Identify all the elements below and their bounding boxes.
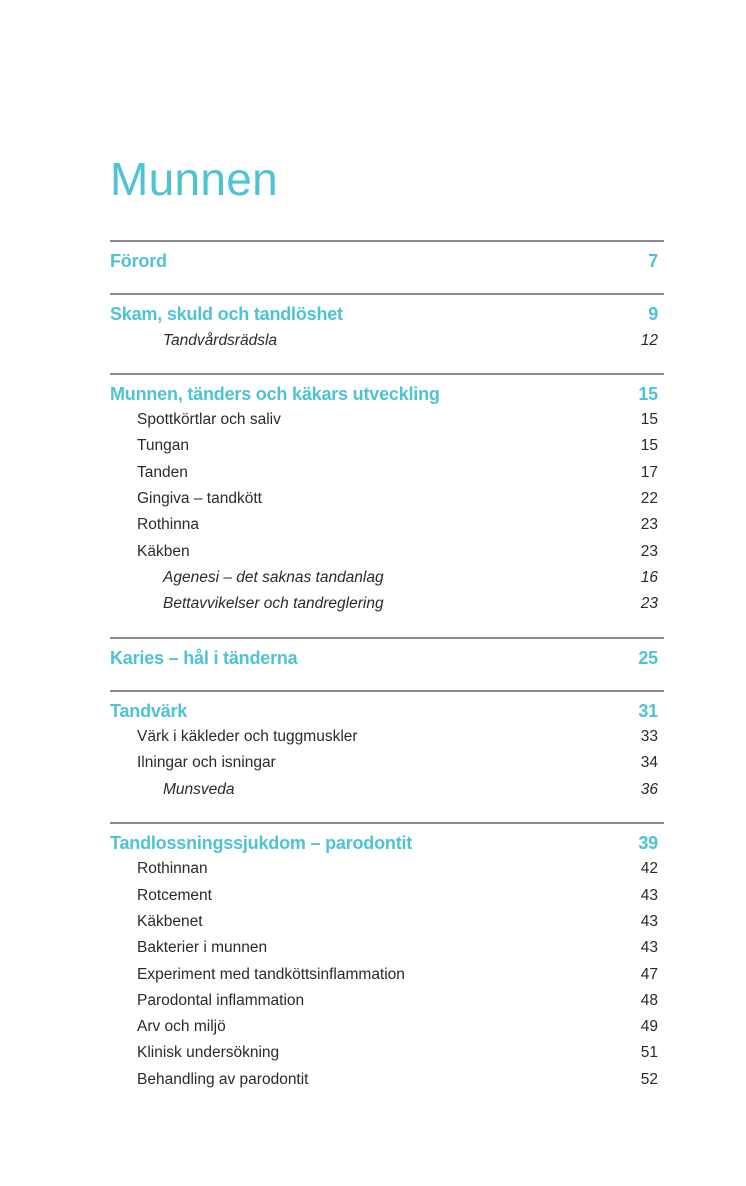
page-title: Munnen <box>110 152 279 205</box>
toc-entry-page-number: 36 <box>640 780 658 798</box>
toc-entry-page-number: 16 <box>640 568 658 586</box>
toc-section-entry[interactable] <box>110 909 664 935</box>
toc-entry-page-number: 15 <box>640 437 658 455</box>
toc-subsection-entry[interactable] <box>110 777 664 803</box>
toc-section-entry[interactable] <box>110 856 664 882</box>
toc-chapter-title: Förord <box>110 251 167 271</box>
toc-entry-title: Rothinna <box>137 516 200 534</box>
toc-entry-page-number: 43 <box>640 886 658 904</box>
toc-section-entry[interactable] <box>110 539 664 565</box>
toc-section <box>110 690 664 822</box>
toc-chapter-page-number: 9 <box>648 304 658 325</box>
toc-entry-title: Ilningar och isningar <box>137 754 276 772</box>
toc-section-entry[interactable] <box>110 962 664 988</box>
toc-chapter-entry[interactable] <box>110 301 664 327</box>
toc-entry-page-number: 51 <box>640 1044 658 1062</box>
toc-entry-page-number: 33 <box>640 728 658 746</box>
toc-section-entry[interactable] <box>110 486 664 512</box>
toc-entry-page-number: 23 <box>640 516 658 534</box>
toc-section-entry[interactable] <box>110 1067 664 1093</box>
toc-section-entry[interactable] <box>110 988 664 1014</box>
toc-entry-title: Spottkörtlar och saliv <box>137 411 281 429</box>
toc-subsection-entry[interactable] <box>110 328 664 354</box>
toc-entry-page-number: 23 <box>640 542 658 560</box>
toc-entry-title: Experiment med tandköttsinflammation <box>137 965 405 983</box>
toc-section-entry[interactable] <box>110 1014 664 1040</box>
toc-entry-title: Agenesi – det saknas tandanlag <box>163 568 384 586</box>
toc-entry-page-number: 42 <box>640 860 658 878</box>
toc-entry-title: Käkbenet <box>137 912 203 930</box>
toc-chapter-entry[interactable] <box>110 381 664 407</box>
toc-chapter-title: Skam, skuld och tandlöshet <box>110 304 343 325</box>
toc-section-entry[interactable] <box>110 883 664 909</box>
toc-section-entry[interactable] <box>110 724 664 750</box>
toc-entry-page-number: 43 <box>640 912 658 930</box>
toc-entry-page-number: 12 <box>640 331 658 349</box>
toc-entry-page-number: 23 <box>640 595 658 613</box>
toc-entry-page-number: 48 <box>640 991 658 1009</box>
toc-entry-title: Tanden <box>137 463 188 481</box>
toc-chapter-title: Tandlossningssjukdom – parodontit <box>110 833 413 854</box>
toc-chapter-page-number: 31 <box>638 700 658 721</box>
toc-entry-title: Käkben <box>137 542 190 560</box>
toc-entry-title: Tandvårdsrädsla <box>163 331 278 349</box>
toc-entry-page-number: 47 <box>640 965 658 983</box>
toc-entry-page-number: 49 <box>640 1018 658 1036</box>
toc-section <box>110 373 664 637</box>
toc-entry-title: Bakterier i munnen <box>137 939 268 957</box>
toc-entry-title: Gingiva – tandkött <box>137 490 262 508</box>
toc-entry-title: Klinisk undersökning <box>137 1044 280 1062</box>
toc-section-entry[interactable] <box>110 407 664 433</box>
toc-entry-title: Tungan <box>137 437 189 455</box>
toc-entry-page-number: 22 <box>640 490 658 508</box>
toc-entry-page-number: 43 <box>640 939 658 957</box>
toc-chapter-page-number: 15 <box>638 383 658 404</box>
toc-entry-title: Rothinnan <box>137 860 208 878</box>
toc-section <box>110 240 664 293</box>
toc-section <box>110 637 664 690</box>
toc-chapter-entry[interactable] <box>110 698 664 724</box>
toc-entry-title: Behandling av parodontit <box>137 1070 309 1088</box>
toc-chapter-title: Munnen, tänders och käkars utveckling <box>110 383 440 404</box>
toc-chapter-title: Karies – hål i tänderna <box>110 647 298 668</box>
toc-section <box>110 822 664 1093</box>
toc-chapter-page-number: 7 <box>648 251 658 271</box>
toc-chapter-entry[interactable] <box>110 645 664 671</box>
toc-entry-page-number: 34 <box>640 754 658 772</box>
toc-entry-title: Parodontal inflammation <box>137 991 305 1009</box>
toc-entry-page-number: 17 <box>640 463 658 481</box>
toc-section-entry[interactable] <box>110 935 664 961</box>
toc-chapter-entry[interactable] <box>110 830 664 856</box>
toc-subsection-entry[interactable] <box>110 591 664 617</box>
table-of-contents <box>110 240 664 1093</box>
toc-section-entry[interactable] <box>110 433 664 459</box>
toc-subsection-entry[interactable] <box>110 565 664 591</box>
toc-section-entry[interactable] <box>110 1040 664 1066</box>
toc-entry-title: Arv och miljö <box>137 1018 226 1036</box>
toc-entry-page-number: 15 <box>640 411 658 429</box>
toc-entry-title: Munsveda <box>163 780 235 798</box>
toc-entry-title: Värk i käkleder och tuggmuskler <box>137 728 358 746</box>
toc-section-entry[interactable] <box>110 750 664 776</box>
toc-entry-title: Rotcement <box>137 886 212 904</box>
toc-section <box>110 293 664 373</box>
toc-chapter-title: Tandvärk <box>110 700 188 721</box>
toc-chapter-page-number: 39 <box>638 833 658 854</box>
toc-section-entry[interactable] <box>110 512 664 538</box>
toc-chapter-entry[interactable] <box>110 248 664 274</box>
toc-section-entry[interactable] <box>110 460 664 486</box>
toc-entry-title: Bettavvikelser och tandreglering <box>163 595 384 613</box>
toc-chapter-page-number: 25 <box>638 647 658 668</box>
toc-entry-page-number: 52 <box>640 1070 658 1088</box>
